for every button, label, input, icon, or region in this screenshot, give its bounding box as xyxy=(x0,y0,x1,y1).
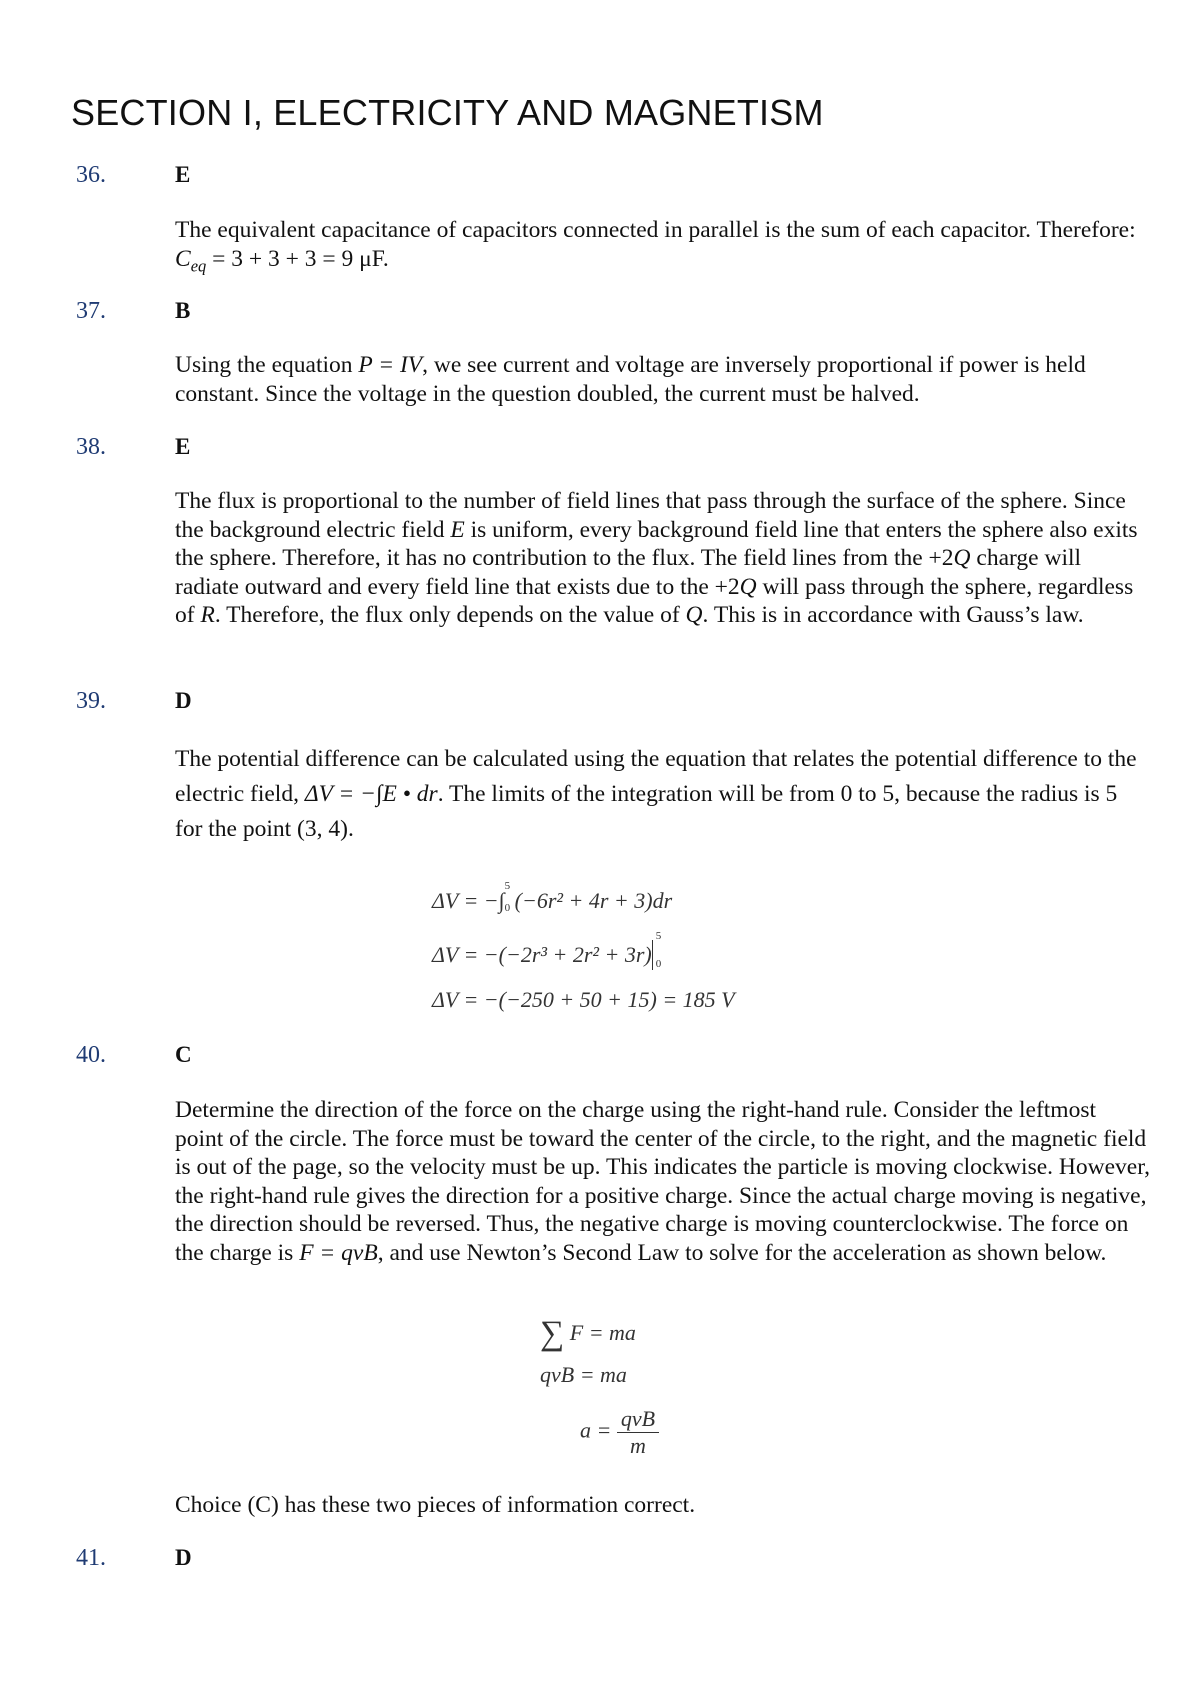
explanation-40: Determine the direction of the force on the charge using the right-hand rule. Consider the leftmost point of the circle. The force must be toward the center of the circle, to the right, and the magnetic field is out of the page, so the velocity must be up. This indicates the particle is moving clockwise. However, the right-hand rule gives the direction for a positive charge. Since the actual charge moving is negative, the direction should be reversed. Thus, the negative charge is moving counterclockwise. The force on the charge is F = qvB, and use Newton’s Second Law to solve for the acceleration as shown below. xyxy=(175,1097,1150,1266)
answer-39: D xyxy=(175,688,192,713)
question-number-36: 36. xyxy=(76,162,106,188)
fraction: $\frac{\text{qvB}}{m}$ xyxy=(617,1406,659,1459)
answer-41: D xyxy=(175,1545,192,1570)
conclusion-40: Choice (C) has these two pieces of information correct. xyxy=(175,1492,696,1518)
explanation-38: The flux is proportional to the number of field lines that pass through the surface of the sphere. Since the background electric field E is uniform, every background field line that enters the sphere also exits the sphere. Therefore, it has no contribution to the flux. The field lines from the +2Q charge will radiate outward and every field line that exists due to the +2Q will pass through the sphere, regardless of R. Therefore, the flux only depends on the value of Q. This is in accordance with Gauss’s law. xyxy=(175,488,1138,628)
question-number-40: 40. xyxy=(76,1042,106,1068)
explanation-37: Using the equation P = IV, we see current and voltage are inversely proportional if power is held constant. Since the voltage in the question doubled, the current must be halved. xyxy=(175,352,1086,407)
answer-40: C xyxy=(175,1042,192,1067)
explanation-39: The potential difference can be calculated using the equation that relates the potential difference to the electric field, ΔV = −∫E • dr. The limits of the integration will be from 0 to 5, because the radius is 5 for the point (3, 4). xyxy=(175,746,1137,842)
section-title: SECTION I, ELECTRICITY AND MAGNETISM xyxy=(71,92,824,133)
answer-38: E xyxy=(175,434,191,459)
equation-39-integral: ΔV = −∫ 5 0 (−6r² + 4r + 3)dr xyxy=(432,880,673,914)
explanation-36: The equivalent capacitance of capacitors connected in parallel is the sum of each capacitor. Therefore: $C_{eq} = 3 + 3 + 3 = 9$ μF. xyxy=(175,217,1136,276)
equation-40-acceleration: a = $\frac{\text{qvB}}{m}$ xyxy=(580,1406,659,1459)
equation-40-newton-sum: ∑ F = ma xyxy=(540,1315,636,1352)
answer-37: B xyxy=(175,298,191,323)
summation-icon: ∑ xyxy=(540,1315,565,1352)
equation-39-antiderivative: ΔV = −(−2r³ + 2r² + 3r) 5 0 xyxy=(432,930,662,970)
inline-equation: ΔV = −∫E • dr xyxy=(304,781,438,807)
equation-39-result: ΔV = −(−250 + 50 + 15) = 185 V xyxy=(432,987,735,1012)
question-number-38: 38. xyxy=(76,434,106,460)
equation-40-force-balance: qvB = ma xyxy=(540,1362,627,1387)
question-number-39: 39. xyxy=(76,688,106,714)
answer-36: E xyxy=(175,162,191,187)
question-number-41: 41. xyxy=(76,1545,106,1571)
question-number-37: 37. xyxy=(76,298,106,324)
